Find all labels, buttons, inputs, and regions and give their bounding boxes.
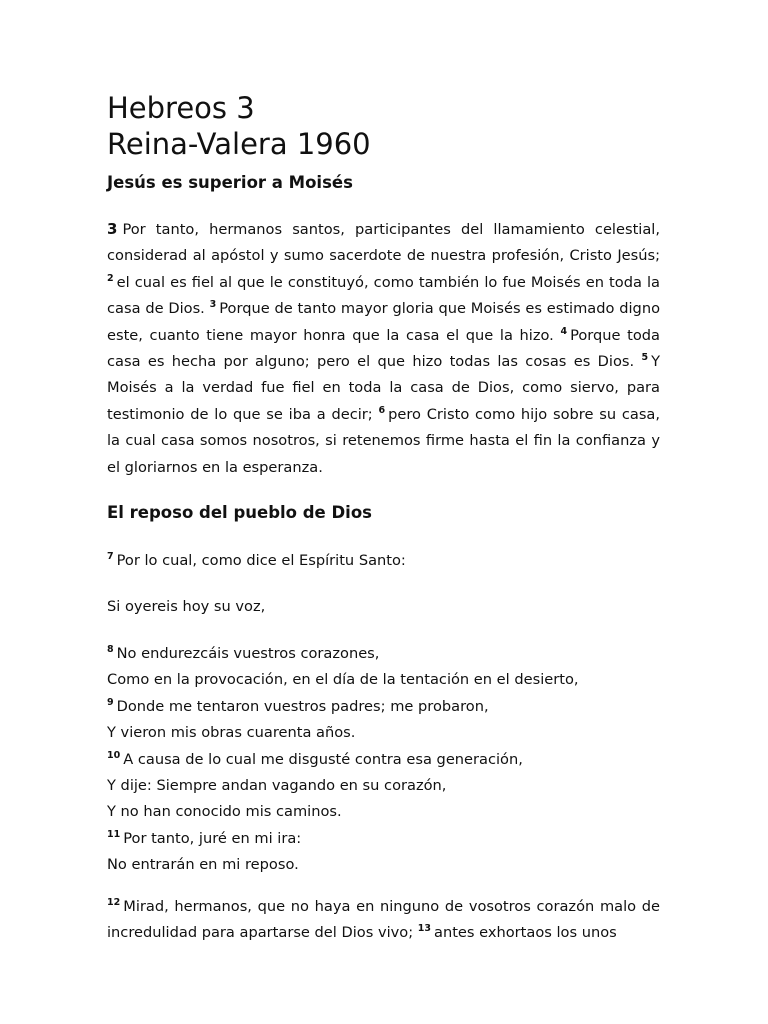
- poem-line: [107, 694, 660, 720]
- paragraph-verses-1-6: [107, 216, 660, 481]
- verse-text-4: Porque toda casa es hecha por alguno; pero el que hizo todas las cosas es Dios.: [107, 326, 661, 371]
- verse-number-13: 13: [417, 922, 431, 934]
- document-title-book: Hebreos 3: [107, 91, 255, 125]
- paragraph-verses-12-13: [107, 894, 660, 947]
- paragraph-verse-7: [107, 548, 660, 574]
- poem-text: A causa de lo cual me disgusté contra esa generación,: [123, 750, 523, 768]
- document-title-version: Reina-Valera 1960: [107, 127, 371, 161]
- verse-number-5: 5: [641, 352, 649, 364]
- poem-block: [107, 641, 660, 879]
- poem-text: No endurezcáis vuestros corazones,: [116, 644, 380, 662]
- poem-text: Por tanto, juré en mi ira:: [123, 829, 302, 847]
- document-page: [107, 90, 660, 946]
- verse-number-3: 3: [209, 299, 217, 311]
- poem-line: [107, 747, 660, 773]
- verse-number-11: 11: [107, 828, 121, 840]
- verse-number-12: 12: [107, 896, 121, 908]
- verse-number-4: 4: [560, 325, 568, 337]
- poem-line: [107, 826, 660, 852]
- poem-line: Y no han conocido mis caminos.: [107, 803, 342, 821]
- poem-line: Como en la provocación, en el día de la tentación en el desierto,: [107, 671, 579, 689]
- verse-number-9: 9: [107, 696, 114, 708]
- verse-text-13: antes exhortaos los unos: [434, 923, 617, 941]
- verse-number-2: 2: [107, 272, 114, 284]
- quote-line: Si oyereis hoy su voz,: [107, 598, 266, 616]
- poem-line: No entrarán en mi reposo.: [107, 856, 299, 874]
- verse-text-3: Porque de tanto mayor gloria que Moisés es estimado digno este, cuanto tiene mayor honra que la casa el que la hizo.: [107, 300, 661, 344]
- poem-line: [107, 641, 660, 667]
- verse-text-7: Por lo cual, como dice el Espíritu Santo:: [116, 552, 406, 570]
- poem-text: Donde me tentaron vuestros padres; me probaron,: [116, 697, 489, 715]
- verse-number-6: 6: [378, 404, 386, 416]
- verse-number-7: 7: [107, 551, 114, 563]
- verse-text-2: el cual es fiel al que le constituyó, como también lo fue Moisés en toda la casa de Dios.: [107, 273, 660, 318]
- section-heading-jesus-superior: Jesús es superior a Moisés: [107, 173, 353, 192]
- verse-text-1: Por tanto, hermanos santos, participantes del llamamiento celestial, considerad al apóstol y sumo sacerdote de nuestra profesión, Cristo Jesús;: [107, 221, 660, 265]
- verse-number-8: 8: [107, 643, 114, 655]
- chapter-number: 3: [107, 220, 118, 238]
- poem-line: Y vieron mis obras cuarenta años.: [107, 724, 356, 742]
- section-heading-reposo: El reposo del pueblo de Dios: [107, 503, 372, 523]
- poem-line: Y dije: Siempre andan vagando en su corazón,: [107, 776, 447, 794]
- verse-number-10: 10: [107, 749, 121, 761]
- verse-text-12: Mirad, hermanos, que no haya en ninguno de vosotros corazón malo de incredulidad para apartarse del Dios vivo;: [107, 897, 660, 941]
- verse-text-6: pero Cristo como hijo sobre su casa, la cual casa somos nosotros, si retenemos firme hasta el fin la confianza y el gloriarnos en la esperanza.: [107, 405, 661, 476]
- verse-text-5: Y Moisés a la verdad fue fiel en toda la casa de Dios, como siervo, para testimonio de lo que se iba a decir;: [107, 353, 661, 423]
